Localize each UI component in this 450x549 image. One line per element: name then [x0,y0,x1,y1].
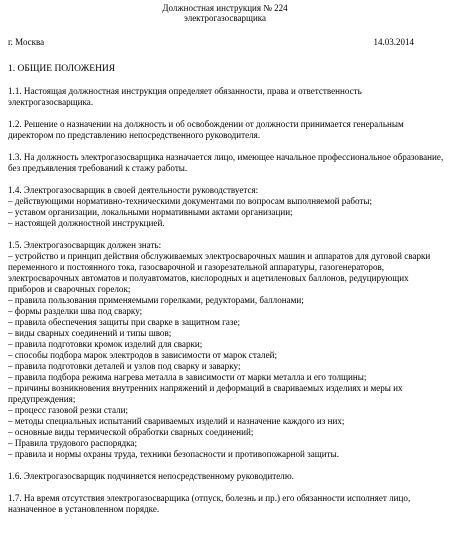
paragraph-text: 1.1. Настоящая должностная инструкция определяет обязанности, права и ответственность электрогазосварщика. [8,86,362,107]
paragraph-1-1 [8,86,444,108]
list-item: – уставом организации, локальными нормативными актами организации; [8,207,293,217]
paragraph-intro: 1.4. Электрогазосварщик в своей деятельности руководствуется: [8,185,259,195]
paragraph-1-2 [8,119,444,141]
paragraph-text: 1.7. На время отсутствия электрогазосварщика (отпуск, болезнь и пр.) его обязанности исполняет лицо, назначенное в установленном порядке. [8,493,411,514]
document-meta [8,37,414,47]
list-item: – правила пользования применяемыми горелками, редукторами, баллонами; [8,295,304,305]
list-item: – причины возникновения внутренних напряжений и деформаций в свариваемых изделиях и меры их предупреждения; [8,383,403,404]
list-item: – устройство и принцип действия обслуживаемых электросварочных машин и аппаратов для дуговой сварки переменного и постоянного тока, газосварочной и газорезательной аппаратуры, газогенераторов, электросварочных автоматов и полуавтоматов, кислородных и ацетиленовых баллонов, редуцирующих приборов и сварочных горелок; [8,251,431,294]
list-item: – Правила трудового распорядка; [8,438,137,448]
list-item: – правила подбора режима нагрева металла в зависимости от марки металла и его толщины; [8,372,367,382]
section-title: 1. ОБЩИЕ ПОЛОЖЕНИЯ [8,64,116,74]
paragraph-intro: 1.5. Электрогазосварщик должен знать: [8,240,162,250]
list-item: – формы разделки шва под сварку; [8,306,143,316]
document-body [8,86,444,526]
list-item: – правила подготовки кромок изделий для сварки; [8,339,203,349]
paragraph-1-6 [8,471,444,482]
paragraph-text: 1.2. Решение о назначении на должность и об освобождении от должности принимается генеральным директором по представлению непосредственного руководителя. [8,119,404,140]
paragraph-text: 1.3. На должность электрогазосварщика назначается лицо, имеющее начальное профессиональное образование, без предъявления требований к стажу работы. [8,152,444,173]
paragraph-text: 1.6. Электрогазосварщик подчиняется непосредственному руководителю. [8,471,294,481]
date-label: 14.03.2014 [373,37,414,47]
paragraph-1-4 [8,185,444,229]
list-item: – способы подбора марок электродов в зависимости от марок сталей; [8,350,278,360]
list-item: – настоящей должностной инструкцией. [8,218,165,228]
list-item: – виды сварных соединений и типы швов; [8,328,172,338]
document-title: Должностная инструкция № 224 [162,3,288,13]
paragraph-1-7 [8,493,444,515]
knowledge-list [8,251,444,460]
list-item: – правила обеспечения защиты при сварке в защитном газе; [8,317,241,327]
list-item: – методы специальных испытаний свариваемых изделий и назначение каждого из них; [8,416,345,426]
list-item: – правила подготовки деталей и узлов под сварку и заварку; [8,361,241,371]
guidelines-list [8,196,444,229]
list-item: – процесс газовой резки стали; [8,405,129,415]
list-item: – правила и нормы охраны труда, техники безопасности и противопожарной защиты. [8,449,340,459]
paragraph-1-3 [8,152,444,174]
city-label: г. Москва [8,37,45,47]
list-item: – действующими нормативно-техническими документами по вопросам выполняемой работы; [8,196,372,206]
list-item: – основные виды термической обработки сварных соединений; [8,427,254,437]
document-subtitle: электрогазосварщика [184,13,266,23]
paragraph-1-5 [8,240,444,460]
document-header [0,0,450,23]
